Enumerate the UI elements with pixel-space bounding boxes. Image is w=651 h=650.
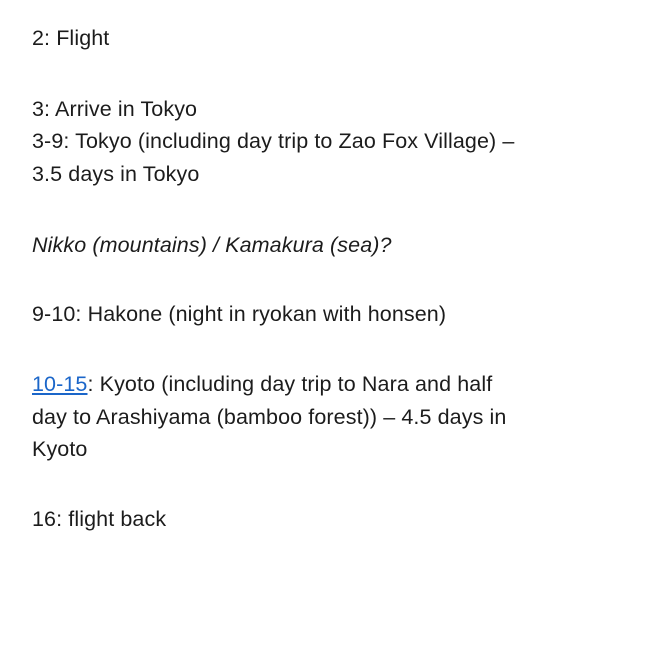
paragraph-kyoto [32, 368, 621, 466]
paragraph-spacer [32, 466, 621, 503]
paragraph-spacer [32, 261, 621, 298]
paragraph-spacer [32, 191, 621, 229]
paragraph-tokyo [32, 93, 621, 191]
paragraph-flight-back [32, 503, 621, 536]
text-line: 3-9: Tokyo (including day trip to Zao Fox Village) – [32, 129, 515, 154]
kyoto-date-link[interactable]: 10-15 [32, 372, 88, 397]
text-line: 16: flight back [32, 507, 167, 532]
text-line: 3: Arrive in Tokyo [32, 96, 198, 121]
paragraph-spacer [32, 55, 621, 93]
text-line: 9-10: Hakone (night in ryokan with honsen) [32, 302, 447, 327]
text-line: day to Arashiyama (bamboo forest)) – 4.5 days in [32, 404, 507, 429]
paragraph-flight-out [32, 22, 621, 55]
text-line: Kyoto [32, 437, 88, 462]
text-line: 3.5 days in Tokyo [32, 162, 200, 187]
paragraph-spacer [32, 331, 621, 368]
text-line: Nikko (mountains) / Kamakura (sea)? [32, 232, 392, 257]
text-line: : Kyoto (including day trip to Nara and half [87, 372, 493, 397]
text-line: 2: Flight [32, 26, 110, 50]
paragraph-hakone [32, 298, 621, 331]
paragraph-nikko-question [32, 229, 621, 262]
